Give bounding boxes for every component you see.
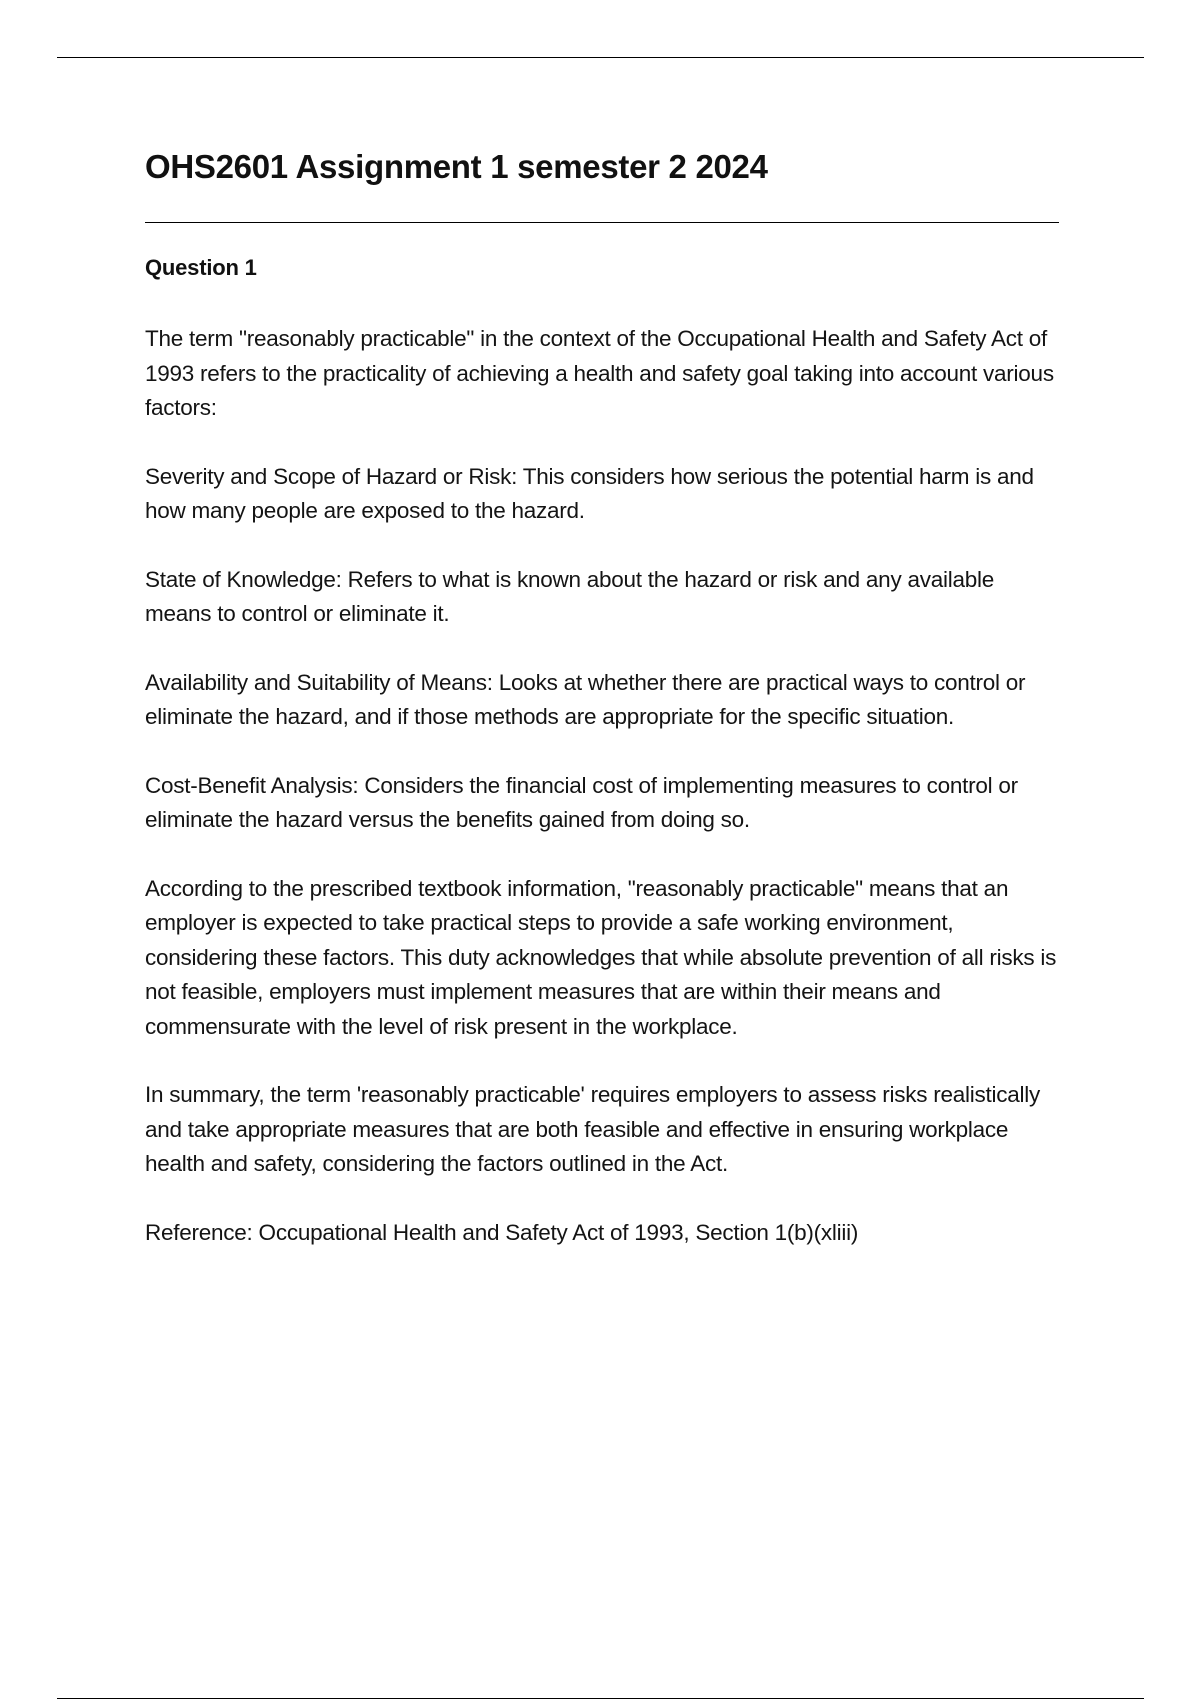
bottom-divider <box>57 1698 1144 1699</box>
paragraph-intro: The term "reasonably practicable" in the context of the Occupational Health and Safety Act of 1993 refers to the practicality of achieving a health and safety goal taking into account various factors: <box>145 326 1054 420</box>
paragraph-summary: In summary, the term 'reasonably practicable' requires employers to assess risks realistically and take appropriate measures that are both feasible and effective in ensuring workplace health and safety, considering the factors outlined in the Act. <box>145 1082 1041 1176</box>
title-divider <box>145 222 1059 223</box>
question-heading: Question 1 <box>145 255 257 280</box>
top-divider <box>57 57 1144 58</box>
document-title: OHS2601 Assignment 1 semester 2 2024 <box>145 148 768 185</box>
document-body <box>145 322 1065 1284</box>
paragraph-reference: Reference: Occupational Health and Safety Act of 1993, Section 1(b)(xliii) <box>145 1219 859 1245</box>
paragraph-cost-benefit: Cost-Benefit Analysis: Considers the financial cost of implementing measures to control or eliminate the hazard versus the benefits gained from doing so. <box>145 772 1018 832</box>
paragraph-severity-scope: Severity and Scope of Hazard or Risk: This considers how serious the potential harm is and how many people are exposed to the hazard. <box>145 463 1034 523</box>
paragraph-textbook-definition: According to the prescribed textbook information, "reasonably practicable" means that an employer is expected to take practical steps to provide a safe working environment, considering these factors. This duty acknowledges that while absolute prevention of all risks is not feasible, employers must implement measures that are within their means and commensurate with the level of risk present in the workplace. <box>145 875 1057 1039</box>
paragraph-state-of-knowledge: State of Knowledge: Refers to what is known about the hazard or risk and any available means to control or eliminate it. <box>145 566 995 626</box>
paragraph-availability-suitability: Availability and Suitability of Means: Looks at whether there are practical ways to control or eliminate the hazard, and if those methods are appropriate for the specific situation. <box>145 669 1026 729</box>
